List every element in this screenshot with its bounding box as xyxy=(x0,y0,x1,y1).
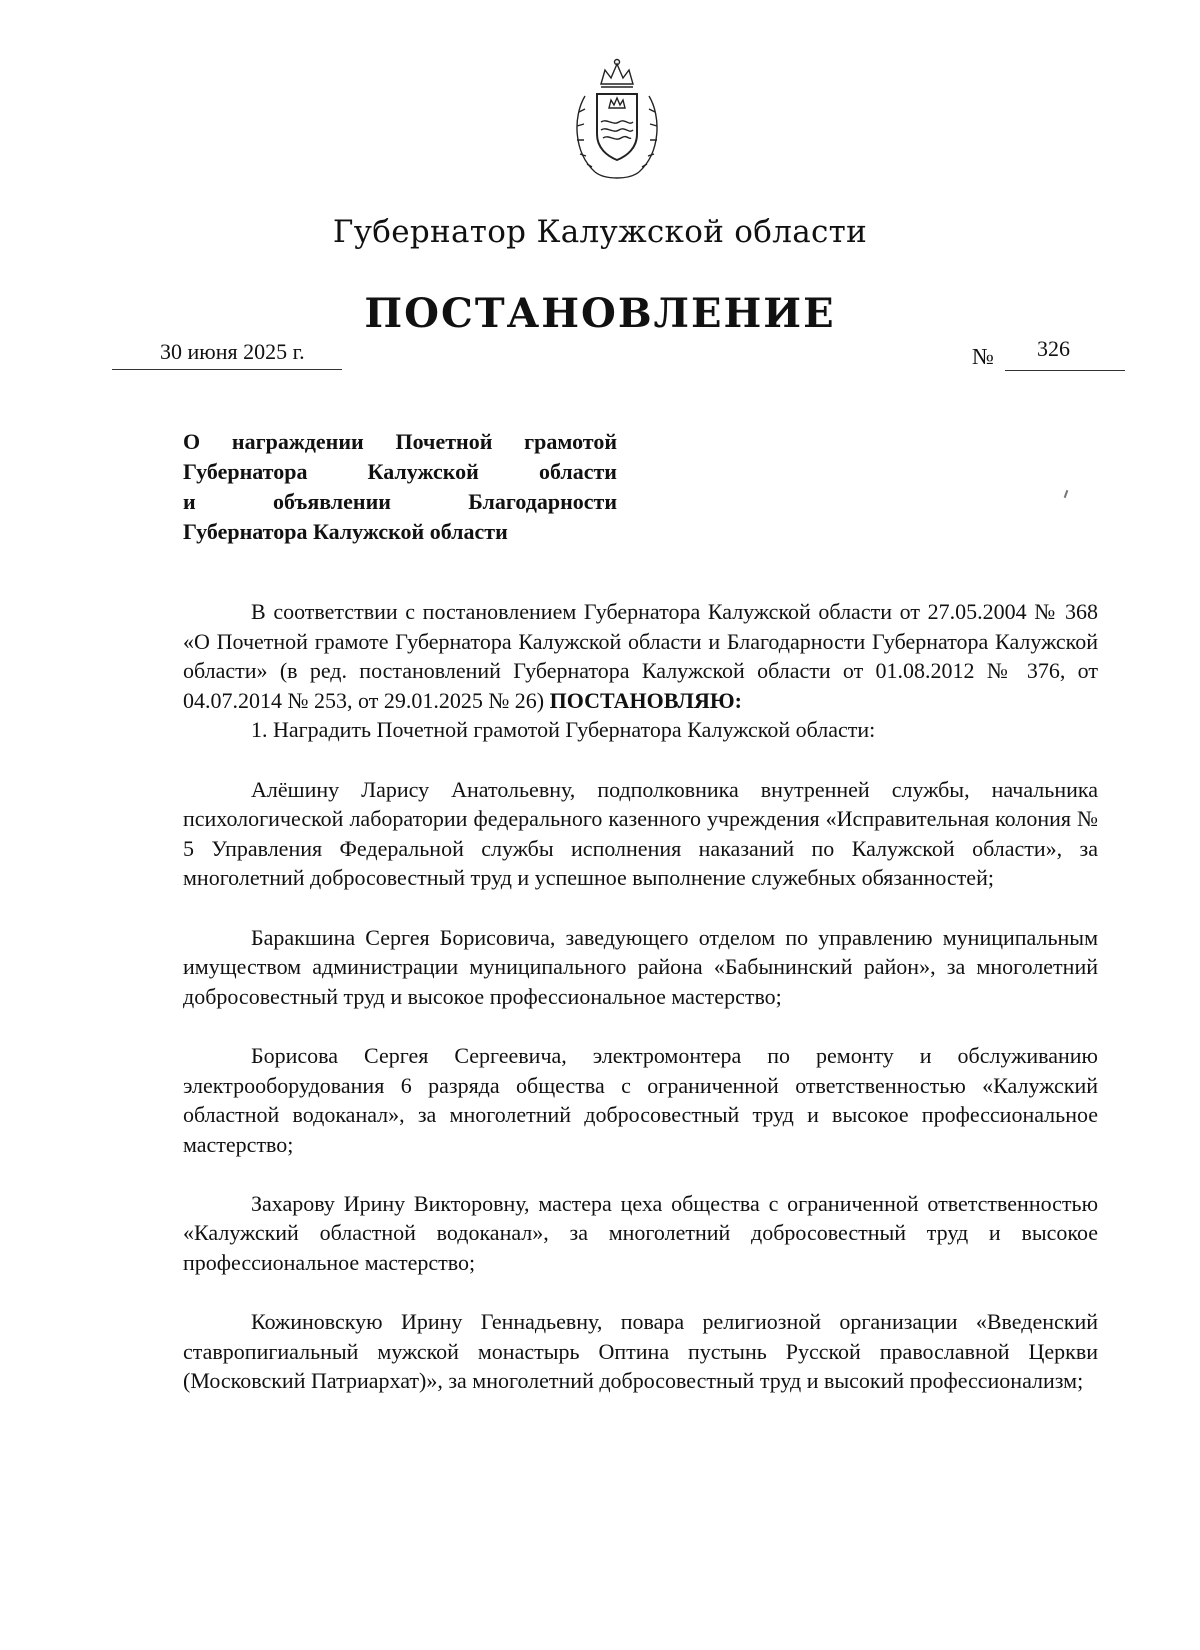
preamble-text: В соответствии с постановлением Губернатора Калужской области от 27.05.2004 № 368 «О Почетной грамоте Губернатора Калужской области и Благодарности Губернатора Калужской области» (в ред. постановлений Губернатора Калужской области от 01.08.2012 № 376, от 04.07.2014 № 253, от 29.01.2025 № 26) xyxy=(183,599,1098,713)
item-1-paragraph: 1. Наградить Почетной грамотой Губернатора Калужской области: xyxy=(251,717,876,743)
number-sign: № xyxy=(972,344,994,369)
date-underline xyxy=(112,369,342,370)
decree-word: ПОСТАНОВЛЯЮ: xyxy=(549,687,742,713)
awardee-paragraph: Борисова Сергея Сергеевича, электромонтера по ремонту и обслуживанию электрооборудования 6 разряда общества с ограниченной ответственностью «Калужский областной водоканал», за многолетний добросовестный труд и высокое профессиональное мастерство; xyxy=(183,1042,1098,1157)
document-type-title: ПОСТАНОВЛЕНИЕ xyxy=(364,290,836,337)
document-body xyxy=(183,597,1098,1426)
scan-mark xyxy=(1064,490,1069,498)
coat-of-arms-icon xyxy=(565,56,669,184)
document-number: 326 xyxy=(1037,336,1070,361)
subject-line: Губернатора Калужской области xyxy=(183,459,617,484)
issuing-authority: Губернатор Калужской области xyxy=(332,214,868,250)
document-subject xyxy=(183,427,617,547)
awardee-paragraph: Захарову Ирину Викторовну, мастера цеха общества с ограниченной ответственностью «Калужский областной водоканал», за многолетний добросовестный труд и высокое профессиональное мастерство; xyxy=(183,1190,1098,1276)
document-date: 30 июня 2025 г. xyxy=(160,339,305,364)
awardee-paragraph: Кожиновскую Ирину Геннадьевну, повара религиозной организации «Введенский ставропигиальный мужской монастырь Оптина пустынь Русской православной Церкви (Московский Патриархат)», за многолетний добросовестный труд и высокий профессионализм; xyxy=(183,1309,1098,1394)
awardee-paragraph: Баракшина Сергея Борисовича, заведующего отделом по управлению муниципальным имуществом администрации муниципального района «Бабынинский район», за многолетний добросовестный труд и высокое профессиональное мастерство; xyxy=(183,924,1098,1009)
subject-line: О награждении Почетной грамотой xyxy=(183,429,617,454)
awardee-paragraph: Алёшину Ларису Анатольевну, подполковника внутренней службы, начальника психологической лаборатории федерального казенного учреждения «Исправительная колония № 5 Управления Федеральной службы исполнения наказаний по Калужской области», за многолетний добросовестный труд и успешное выполнение служебных обязанностей; xyxy=(183,776,1098,891)
preamble-paragraph xyxy=(183,597,1098,715)
number-underline xyxy=(1005,370,1125,371)
subject-line: и объявлении Благодарности xyxy=(183,489,617,514)
subject-line: Губернатора Калужской области xyxy=(183,519,508,544)
